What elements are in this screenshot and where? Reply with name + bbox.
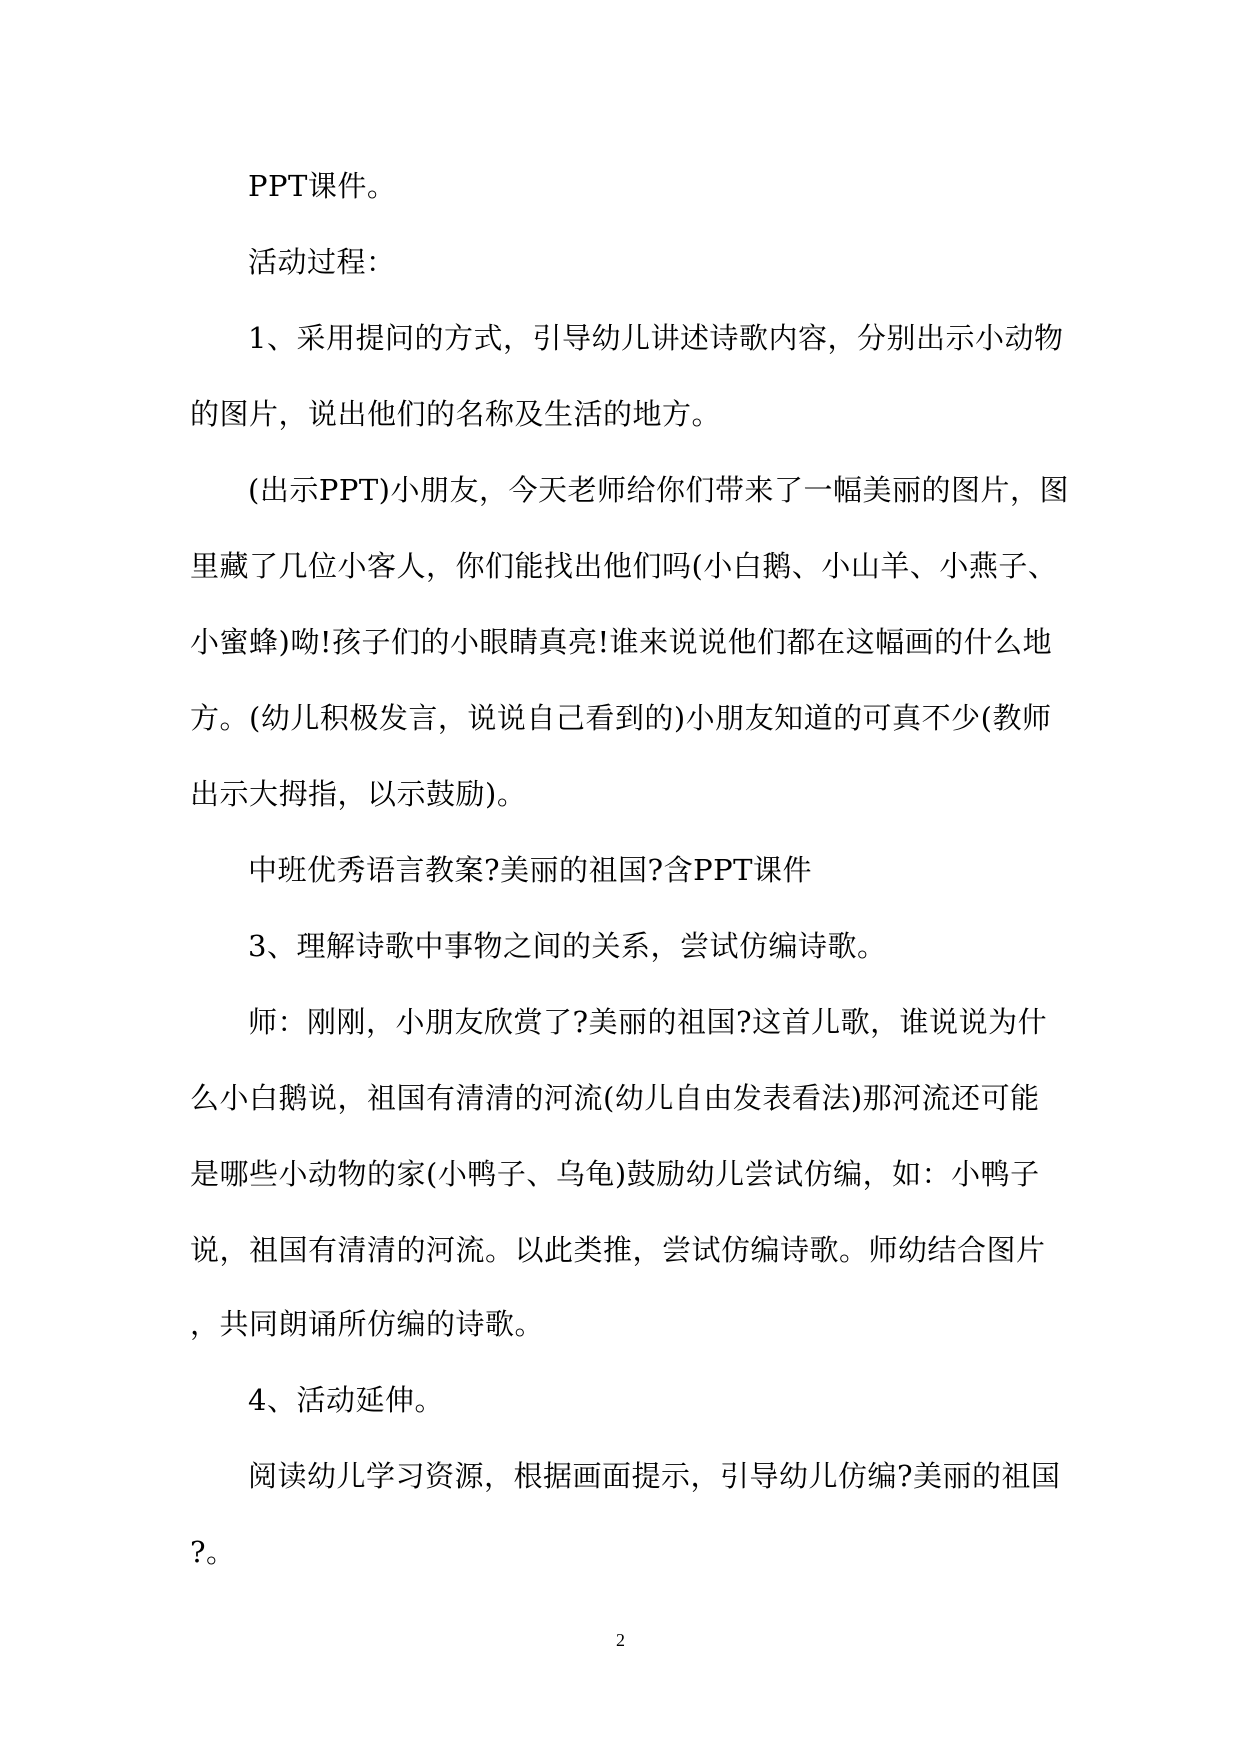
text-line: 方。(幼儿积极发言，说说自己看到的)小朋友知道的可真不少(教师: [190, 701, 1052, 735]
text-line: 么小白鹅说，祖国有清清的河流(幼儿自由发表看法)那河流还可能: [190, 1081, 1040, 1115]
text-line: ，共同朗诵所仿编的诗歌。: [190, 1307, 545, 1341]
text-line: 说，祖国有清清的河流。以此类推，尝试仿编诗歌。师幼结合图片: [190, 1233, 1046, 1267]
text-line: 师：刚刚，小朋友欣赏了?美丽的祖国?这首儿歌，谁说说为什: [248, 1005, 1048, 1039]
text-line: 是哪些小动物的家(小鸭子、乌龟)鼓励幼儿尝试仿编，如：小鸭子: [190, 1157, 1040, 1191]
text-line: 1、采用提问的方式，引导幼儿讲述诗歌内容，分别出示小动物: [248, 321, 1064, 355]
text-line: 3、理解诗歌中事物之间的关系，尝试仿编诗歌。: [248, 929, 887, 963]
text-line: 的图片，说出他们的名称及生活的地方。: [190, 397, 722, 431]
text-line: 阅读幼儿学习资源，根据画面提示，引导幼儿仿编?美丽的祖国: [248, 1459, 1061, 1493]
text-line: 出示大拇指，以示鼓励)。: [190, 777, 527, 811]
text-line: ?。: [190, 1535, 236, 1569]
text-line: 中班优秀语言教案?美丽的祖国?含PPT课件: [248, 853, 812, 887]
text-line: 里藏了几位小客人，你们能找出他们吗(小白鹅、小山羊、小燕子、: [190, 549, 1058, 583]
text-line: 活动过程：: [248, 245, 396, 279]
text-line: (出示PPT)小朋友，今天老师给你们带来了一幅美丽的图片，图: [248, 473, 1069, 507]
text-line: 小蜜蜂)呦!孩子们的小眼睛真亮!谁来说说他们都在这幅画的什么地: [190, 625, 1053, 659]
page-number: 2: [616, 1630, 625, 1650]
text-line: PPT课件。: [248, 169, 397, 203]
text-line: 4、活动延伸。: [248, 1383, 444, 1417]
